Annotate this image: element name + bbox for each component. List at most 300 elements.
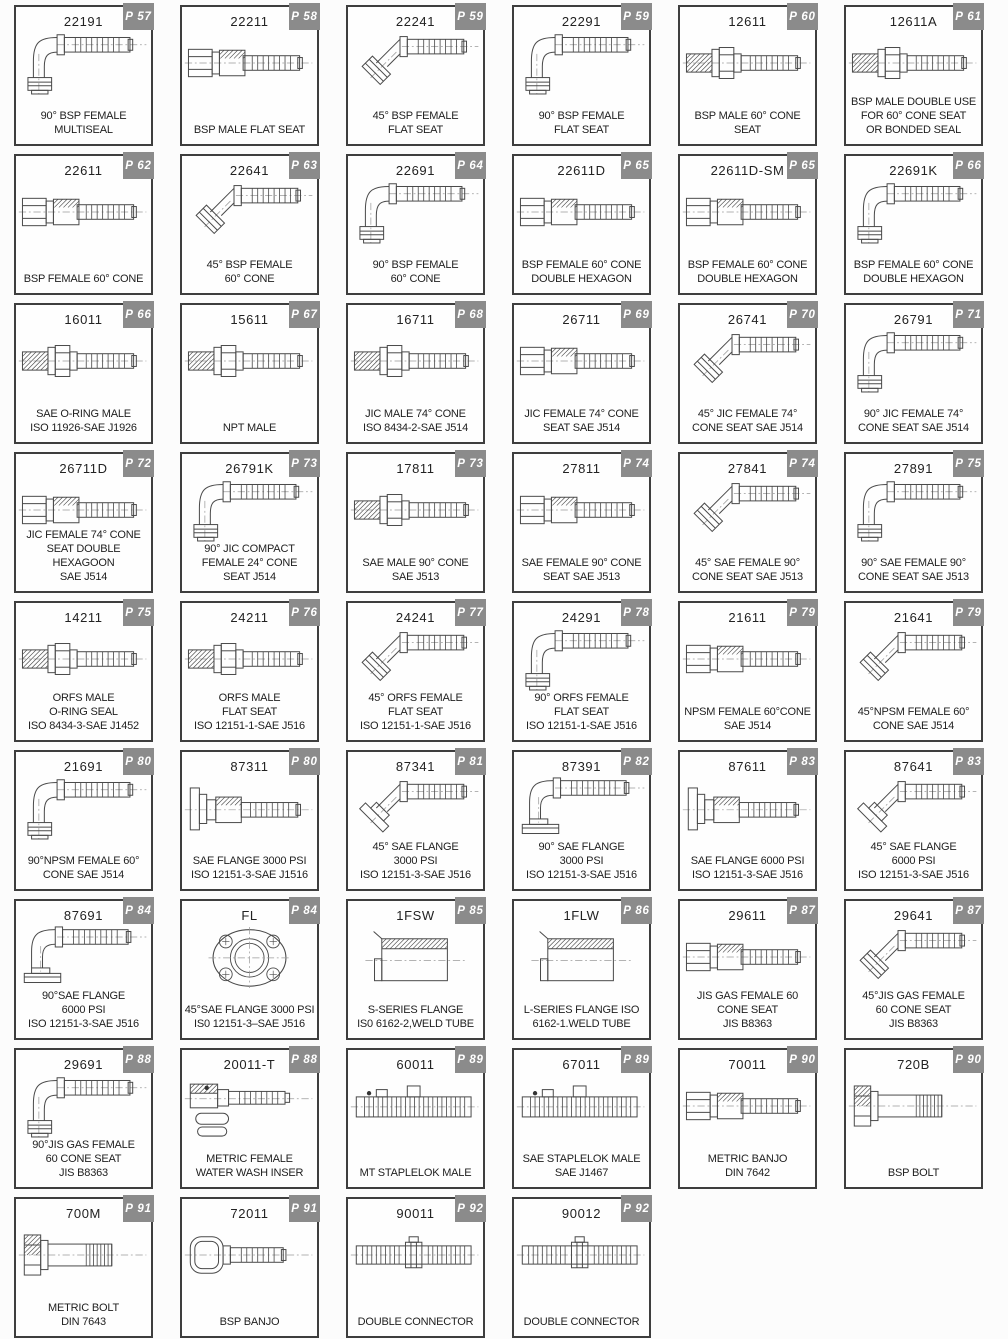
description-line: 45° BSP FEMALE bbox=[372, 109, 459, 122]
description-line: OR BONDED SEAL bbox=[865, 123, 961, 136]
fitting-drawing bbox=[514, 30, 649, 96]
fitting-drawing-svg bbox=[847, 30, 980, 96]
part-number: 1FSW bbox=[396, 908, 435, 923]
page-ref-badge: P 84 bbox=[123, 897, 154, 924]
catalog-cell bbox=[512, 5, 651, 146]
catalog-cell bbox=[346, 1197, 485, 1338]
catalog-cell bbox=[844, 1048, 983, 1189]
page-ref-badge: P 57 bbox=[123, 3, 154, 30]
fitting-drawing bbox=[16, 1073, 151, 1139]
fitting-description bbox=[350, 109, 481, 137]
part-number: 26711D bbox=[59, 461, 108, 476]
description-line: JIS B8363 bbox=[723, 1017, 772, 1030]
part-number: 27811 bbox=[562, 461, 601, 476]
catalog-cell bbox=[512, 452, 651, 593]
fitting-drawing bbox=[348, 1222, 483, 1288]
description-line: BSP FEMALE 60° CONE bbox=[521, 258, 642, 271]
fitting-drawing-svg bbox=[515, 30, 648, 96]
fitting-description bbox=[350, 1315, 481, 1329]
page-ref-badge: P 90 bbox=[953, 1046, 984, 1073]
catalog-cell bbox=[346, 303, 485, 444]
fitting-description bbox=[184, 1003, 315, 1031]
fitting-description bbox=[682, 258, 813, 286]
page-ref-badge: P 91 bbox=[289, 1195, 320, 1222]
page-ref-badge: P 70 bbox=[787, 301, 818, 328]
part-number: 26791K bbox=[225, 461, 274, 476]
description-line: SAE J513 bbox=[391, 570, 440, 583]
fitting-drawing bbox=[846, 626, 981, 692]
part-number: 60011 bbox=[396, 1057, 435, 1072]
description-line: FLAT SEAT bbox=[221, 705, 278, 718]
description-line: 90°NPSM FEMALE 60° bbox=[27, 854, 140, 867]
catalog-cell bbox=[346, 601, 485, 742]
catalog-cell bbox=[678, 5, 817, 146]
catalog-cell bbox=[678, 452, 817, 593]
fitting-description bbox=[184, 421, 315, 435]
part-number: 22291 bbox=[561, 14, 602, 29]
description-line: 3000 PSI bbox=[393, 854, 438, 867]
catalog-cell bbox=[678, 601, 817, 742]
fitting-description bbox=[18, 407, 149, 435]
description-line: SEAT SAE J514 bbox=[542, 421, 621, 434]
page-ref-badge: P 92 bbox=[455, 1195, 486, 1222]
description-line: FLAT SEAT bbox=[553, 123, 610, 136]
description-line: ISO 12151-3-SAE J516 bbox=[692, 868, 803, 881]
catalog-cell bbox=[512, 750, 651, 891]
description-line: BSP FEMALE 60° CONE bbox=[853, 258, 974, 271]
fitting-drawing-svg bbox=[847, 924, 980, 990]
fitting-drawing-svg bbox=[847, 775, 980, 841]
description-line: CONE SEAT SAE J514 bbox=[692, 421, 803, 434]
fitting-drawing bbox=[182, 1222, 317, 1288]
fitting-description bbox=[18, 691, 149, 733]
fitting-description bbox=[516, 1003, 647, 1031]
description-line: CONE SEAT SAE J514 bbox=[858, 421, 969, 434]
page-ref-badge: P 68 bbox=[455, 301, 486, 328]
fitting-description bbox=[682, 407, 813, 435]
fitting-description bbox=[848, 556, 979, 584]
part-number: 21691 bbox=[63, 759, 104, 774]
part-number: 27841 bbox=[727, 461, 768, 476]
part-number: 26791 bbox=[893, 312, 934, 327]
description-line: JIC MALE 74° CONE bbox=[365, 407, 466, 420]
part-number: 12611A bbox=[889, 14, 938, 29]
description-line: 60° CONE bbox=[224, 272, 275, 285]
description-line: BSP BOLT bbox=[887, 1166, 940, 1179]
part-number: 16711 bbox=[396, 312, 435, 327]
page-ref-badge: P 74 bbox=[621, 450, 652, 477]
fitting-description bbox=[18, 989, 149, 1031]
catalog-cell bbox=[14, 5, 153, 146]
fitting-drawing bbox=[680, 477, 815, 543]
page-ref-badge: P 92 bbox=[621, 1195, 652, 1222]
part-number: FL bbox=[241, 908, 258, 923]
fitting-drawing bbox=[16, 30, 151, 96]
fitting-drawing-svg bbox=[681, 179, 814, 245]
fitting-description bbox=[516, 1315, 647, 1329]
fitting-drawing bbox=[514, 1073, 649, 1139]
description-line: ISO 12151-3-SAE J1516 bbox=[191, 868, 308, 881]
catalog-cell bbox=[678, 1048, 817, 1189]
fitting-drawing bbox=[348, 328, 483, 394]
fitting-drawing-svg bbox=[17, 30, 150, 96]
fitting-drawing bbox=[680, 328, 815, 394]
part-number: 24291 bbox=[561, 610, 602, 625]
fitting-description bbox=[350, 1166, 481, 1180]
part-number: 22191 bbox=[63, 14, 104, 29]
fitting-description bbox=[18, 272, 149, 286]
description-line: BSP FEMALE 60° CONE bbox=[687, 258, 808, 271]
fitting-drawing bbox=[348, 1073, 483, 1139]
fitting-description bbox=[682, 989, 813, 1031]
description-line: S-SERIES FLANGE bbox=[367, 1003, 464, 1016]
fitting-drawing-svg bbox=[183, 1073, 316, 1139]
catalog-cell bbox=[678, 154, 817, 295]
fitting-drawing bbox=[182, 775, 317, 841]
description-line: 6000 PSI bbox=[891, 854, 936, 867]
part-number: 24211 bbox=[230, 610, 269, 625]
page-ref-badge: P 87 bbox=[787, 897, 818, 924]
fitting-description bbox=[18, 1138, 149, 1180]
description-line: FOR 60° CONE SEAT bbox=[860, 109, 967, 122]
description-line: SAE FEMALE 90° CONE bbox=[521, 556, 642, 569]
fitting-drawing bbox=[514, 477, 649, 543]
description-line: JIS B8363 bbox=[59, 1166, 108, 1179]
fitting-drawing bbox=[514, 775, 649, 841]
description-line: NPT MALE bbox=[222, 421, 277, 434]
description-line: ORFS MALE bbox=[52, 691, 115, 704]
description-line: DOUBLE CONNECTOR bbox=[523, 1315, 640, 1328]
description-line: BSP FEMALE 60° CONE bbox=[23, 272, 144, 285]
part-number: 70011 bbox=[728, 1057, 767, 1072]
description-line: CONE SEAT bbox=[717, 1003, 778, 1016]
description-line: CONE SAE J514 bbox=[42, 868, 125, 881]
page-ref-badge: P 87 bbox=[953, 897, 984, 924]
fitting-drawing-svg bbox=[515, 924, 648, 990]
fitting-drawing-svg bbox=[681, 1073, 814, 1139]
description-line: O-RING SEAL bbox=[49, 705, 118, 718]
part-number: 21641 bbox=[893, 610, 934, 625]
description-line: SAE FLANGE 3000 PSI bbox=[192, 854, 307, 867]
description-line: 45° SAE FEMALE 90° bbox=[695, 556, 800, 569]
description-line: BSP BANJO bbox=[219, 1315, 280, 1328]
catalog-cell bbox=[844, 452, 983, 593]
description-line: 90° SAE FEMALE 90° bbox=[861, 556, 966, 569]
description-line: DIN 7643 bbox=[61, 1315, 106, 1328]
fitting-description bbox=[350, 407, 481, 435]
description-line: IS0 6162-2,WELD TUBE bbox=[357, 1017, 474, 1030]
page-ref-badge: P 74 bbox=[787, 450, 818, 477]
page-ref-badge: P 80 bbox=[289, 748, 320, 775]
fitting-drawing bbox=[348, 477, 483, 543]
catalog-cell bbox=[678, 899, 817, 1040]
description-line: DOUBLE HEXAGON bbox=[697, 272, 798, 285]
page-ref-badge: P 67 bbox=[289, 301, 320, 328]
catalog-cell bbox=[180, 899, 319, 1040]
fitting-drawing-svg bbox=[515, 775, 648, 841]
fitting-drawing bbox=[16, 775, 151, 841]
fitting-description bbox=[682, 1152, 813, 1180]
fitting-drawing bbox=[680, 924, 815, 990]
description-line: DOUBLE CONNECTOR bbox=[357, 1315, 474, 1328]
page-ref-badge: P 83 bbox=[787, 748, 818, 775]
description-line: 60 CONE SEAT bbox=[45, 1152, 122, 1165]
page-ref-badge: P 79 bbox=[953, 599, 984, 626]
fitting-drawing bbox=[514, 1222, 649, 1288]
description-line: CONE SEAT SAE J513 bbox=[858, 570, 969, 583]
description-line: WATER WASH INSER bbox=[195, 1166, 304, 1179]
fitting-description bbox=[848, 407, 979, 435]
fitting-drawing-svg bbox=[183, 328, 316, 394]
catalog-cell bbox=[180, 303, 319, 444]
description-line: 45° ORFS FEMALE bbox=[368, 691, 463, 704]
part-number: 27891 bbox=[893, 461, 934, 476]
part-number: 87341 bbox=[395, 759, 436, 774]
description-line: ISO 12151-3-SAE J516 bbox=[526, 868, 637, 881]
fitting-description bbox=[18, 854, 149, 882]
part-number: 22641 bbox=[229, 163, 270, 178]
catalog-cell bbox=[844, 154, 983, 295]
page-ref-badge: P 78 bbox=[621, 599, 652, 626]
fitting-description bbox=[682, 109, 813, 137]
fitting-description bbox=[516, 556, 647, 584]
fitting-drawing bbox=[348, 626, 483, 692]
fitting-description bbox=[516, 407, 647, 435]
catalog-cell bbox=[14, 303, 153, 444]
fitting-description bbox=[184, 123, 315, 137]
description-line: ISO 11926-SAE J1926 bbox=[30, 421, 137, 434]
description-line: 3000 PSI bbox=[559, 854, 604, 867]
fitting-description bbox=[18, 1301, 149, 1329]
catalog-cell bbox=[180, 452, 319, 593]
fitting-drawing bbox=[846, 924, 981, 990]
part-number: 87691 bbox=[63, 908, 104, 923]
fitting-drawing-svg bbox=[17, 775, 150, 841]
part-number: 22611D-SM bbox=[710, 163, 785, 178]
part-number: 22611D bbox=[557, 163, 606, 178]
part-number: 17811 bbox=[396, 461, 435, 476]
fitting-drawing-svg bbox=[847, 179, 980, 245]
part-number: 29691 bbox=[63, 1057, 104, 1072]
fitting-drawing bbox=[846, 477, 981, 543]
fitting-description bbox=[184, 1152, 315, 1180]
description-line: BSP MALE 60° CONE SEAT bbox=[694, 109, 801, 136]
fitting-description bbox=[18, 109, 149, 137]
page-ref-badge: P 79 bbox=[787, 599, 818, 626]
fitting-drawing-svg bbox=[515, 1222, 648, 1288]
description-line: BSP MALE FLAT SEAT bbox=[193, 123, 306, 136]
fitting-description bbox=[516, 691, 647, 733]
part-number: 20011-T bbox=[223, 1057, 276, 1072]
description-line: 90° JIC FEMALE 74° bbox=[863, 407, 964, 420]
fitting-description bbox=[848, 258, 979, 286]
part-number: 90012 bbox=[561, 1206, 602, 1221]
fitting-drawing bbox=[514, 328, 649, 394]
description-line: JIC FEMALE 74° CONE bbox=[524, 407, 639, 420]
page-ref-badge: P 65 bbox=[787, 152, 818, 179]
catalog-cell bbox=[180, 601, 319, 742]
description-line: 45°JIS GAS FEMALE bbox=[862, 989, 965, 1002]
fitting-drawing bbox=[182, 179, 317, 245]
part-number: 67011 bbox=[562, 1057, 601, 1072]
fitting-drawing-svg bbox=[349, 626, 482, 692]
page-ref-badge: P 75 bbox=[123, 599, 154, 626]
description-line: ISO 12151-3-SAE J516 bbox=[858, 868, 969, 881]
fitting-drawing bbox=[846, 1073, 981, 1139]
description-line: 90° BSP FEMALE bbox=[40, 109, 127, 122]
fitting-description bbox=[848, 989, 979, 1031]
part-number: 90011 bbox=[396, 1206, 435, 1221]
fitting-drawing bbox=[348, 775, 483, 841]
description-line: METRIC FEMALE bbox=[206, 1152, 293, 1165]
page-ref-badge: P 90 bbox=[787, 1046, 818, 1073]
fitting-description bbox=[184, 854, 315, 882]
fitting-drawing-svg bbox=[183, 626, 316, 692]
part-number: 26711 bbox=[562, 312, 601, 327]
catalog-cell bbox=[844, 899, 983, 1040]
fitting-drawing-svg bbox=[515, 179, 648, 245]
page-ref-badge: P 81 bbox=[455, 748, 486, 775]
catalog-cell bbox=[14, 452, 153, 593]
description-line: DOUBLE HEXAGON bbox=[863, 272, 964, 285]
description-line: 90°JIS GAS FEMALE bbox=[32, 1138, 135, 1151]
page-ref-badge: P 58 bbox=[289, 3, 320, 30]
fitting-drawing bbox=[348, 30, 483, 96]
catalog-cell bbox=[678, 750, 817, 891]
fitting-drawing bbox=[16, 328, 151, 394]
description-line: JIC FEMALE 74° CONE bbox=[26, 528, 141, 541]
part-number: 720B bbox=[897, 1057, 930, 1072]
fitting-drawing bbox=[182, 30, 317, 96]
fitting-drawing-svg bbox=[349, 328, 482, 394]
description-line: SEAT SAE J513 bbox=[542, 570, 621, 583]
catalog-cell bbox=[346, 154, 485, 295]
fitting-drawing-svg bbox=[17, 924, 150, 990]
description-line: 90° BSP FEMALE bbox=[538, 109, 625, 122]
page-ref-badge: P 73 bbox=[289, 450, 320, 477]
description-line: 90° SAE FLANGE bbox=[538, 840, 625, 853]
fitting-description bbox=[184, 1315, 315, 1329]
catalog-cell bbox=[512, 303, 651, 444]
part-number: 22241 bbox=[395, 14, 436, 29]
fitting-description bbox=[516, 258, 647, 286]
page-ref-badge: P 80 bbox=[123, 748, 154, 775]
description-line: FLAT SEAT bbox=[553, 705, 610, 718]
description-line: 45° JIC FEMALE 74° bbox=[697, 407, 798, 420]
page-ref-badge: P 73 bbox=[455, 450, 486, 477]
catalog-cell bbox=[14, 1048, 153, 1189]
page-ref-badge: P 89 bbox=[455, 1046, 486, 1073]
fitting-drawing-svg bbox=[183, 477, 316, 543]
page-ref-badge: P 66 bbox=[953, 152, 984, 179]
fitting-description bbox=[848, 705, 979, 733]
catalog-cell bbox=[346, 1048, 485, 1189]
page-ref-badge: P 62 bbox=[123, 152, 154, 179]
fitting-description bbox=[350, 556, 481, 584]
part-number: 21611 bbox=[728, 610, 767, 625]
page-ref-badge: P 59 bbox=[455, 3, 486, 30]
page-ref-badge: P 75 bbox=[953, 450, 984, 477]
part-number: 14211 bbox=[64, 610, 103, 625]
part-number: 22691 bbox=[395, 163, 436, 178]
description-line: ISO 8434-2-SAE J514 bbox=[362, 421, 469, 434]
fitting-drawing bbox=[16, 179, 151, 245]
fitting-drawing bbox=[348, 179, 483, 245]
fitting-drawing bbox=[514, 626, 649, 692]
description-line: 90°SAE FLANGE bbox=[41, 989, 126, 1002]
catalog-cell bbox=[678, 303, 817, 444]
description-line: SEAT J514 bbox=[223, 570, 276, 583]
description-line: SAE FLANGE 6000 PSI bbox=[690, 854, 805, 867]
description-line: METRIC BOLT bbox=[48, 1301, 119, 1314]
fitting-drawing-svg bbox=[847, 328, 980, 394]
catalog-cell bbox=[844, 5, 983, 146]
description-line: 6000 PSI bbox=[61, 1003, 106, 1016]
fitting-drawing-svg bbox=[349, 179, 482, 245]
fitting-drawing-svg bbox=[515, 626, 648, 692]
fitting-drawing bbox=[846, 775, 981, 841]
page-ref-badge: P 91 bbox=[123, 1195, 154, 1222]
description-line: SAE J514 bbox=[59, 570, 108, 583]
fitting-drawing-svg bbox=[349, 1222, 482, 1288]
fitting-drawing-svg bbox=[681, 30, 814, 96]
fitting-description bbox=[350, 840, 481, 882]
fitting-drawing-svg bbox=[183, 1222, 316, 1288]
page-ref-badge: P 64 bbox=[455, 152, 486, 179]
fitting-drawing-svg bbox=[349, 1073, 482, 1139]
page-ref-badge: P 71 bbox=[953, 301, 984, 328]
fitting-drawing-svg bbox=[681, 626, 814, 692]
fitting-drawing bbox=[680, 626, 815, 692]
catalog-cell bbox=[180, 750, 319, 891]
fitting-drawing bbox=[846, 328, 981, 394]
description-line: SAE J1467 bbox=[554, 1166, 609, 1179]
fitting-description bbox=[18, 528, 149, 584]
catalog-cell bbox=[512, 1197, 651, 1338]
description-line: MT STAPLELOK MALE bbox=[359, 1166, 472, 1179]
part-number: 87311 bbox=[230, 759, 269, 774]
fitting-description bbox=[350, 258, 481, 286]
description-line: 60° CONE bbox=[390, 272, 441, 285]
fitting-drawing-svg bbox=[183, 924, 316, 990]
description-line: MULTISEAL bbox=[54, 123, 113, 136]
description-line: BSP MALE DOUBLE USE bbox=[851, 95, 976, 108]
catalog-cell bbox=[844, 303, 983, 444]
catalog-cell bbox=[180, 5, 319, 146]
fitting-drawing-svg bbox=[183, 179, 316, 245]
page-ref-badge: P 60 bbox=[787, 3, 818, 30]
catalog-cell bbox=[844, 750, 983, 891]
fitting-description bbox=[682, 854, 813, 882]
part-number: 72011 bbox=[230, 1206, 269, 1221]
fitting-drawing bbox=[514, 924, 649, 990]
description-line: SEAT DOUBLE HEXAGOON bbox=[46, 542, 121, 569]
catalog-cell bbox=[346, 899, 485, 1040]
fitting-drawing-svg bbox=[847, 1073, 980, 1139]
page-ref-badge: P 88 bbox=[289, 1046, 320, 1073]
catalog-cell bbox=[14, 601, 153, 742]
fitting-description bbox=[516, 840, 647, 882]
fitting-drawing bbox=[514, 179, 649, 245]
description-line: SAE STAPLELOK MALE bbox=[522, 1152, 641, 1165]
page-ref-badge: P 65 bbox=[621, 152, 652, 179]
catalog-cell bbox=[14, 899, 153, 1040]
fitting-drawing bbox=[182, 924, 317, 990]
fitting-drawing-svg bbox=[183, 30, 316, 96]
part-number: 22211 bbox=[230, 14, 269, 29]
description-line: JIS B8363 bbox=[889, 1017, 938, 1030]
fitting-drawing bbox=[182, 328, 317, 394]
